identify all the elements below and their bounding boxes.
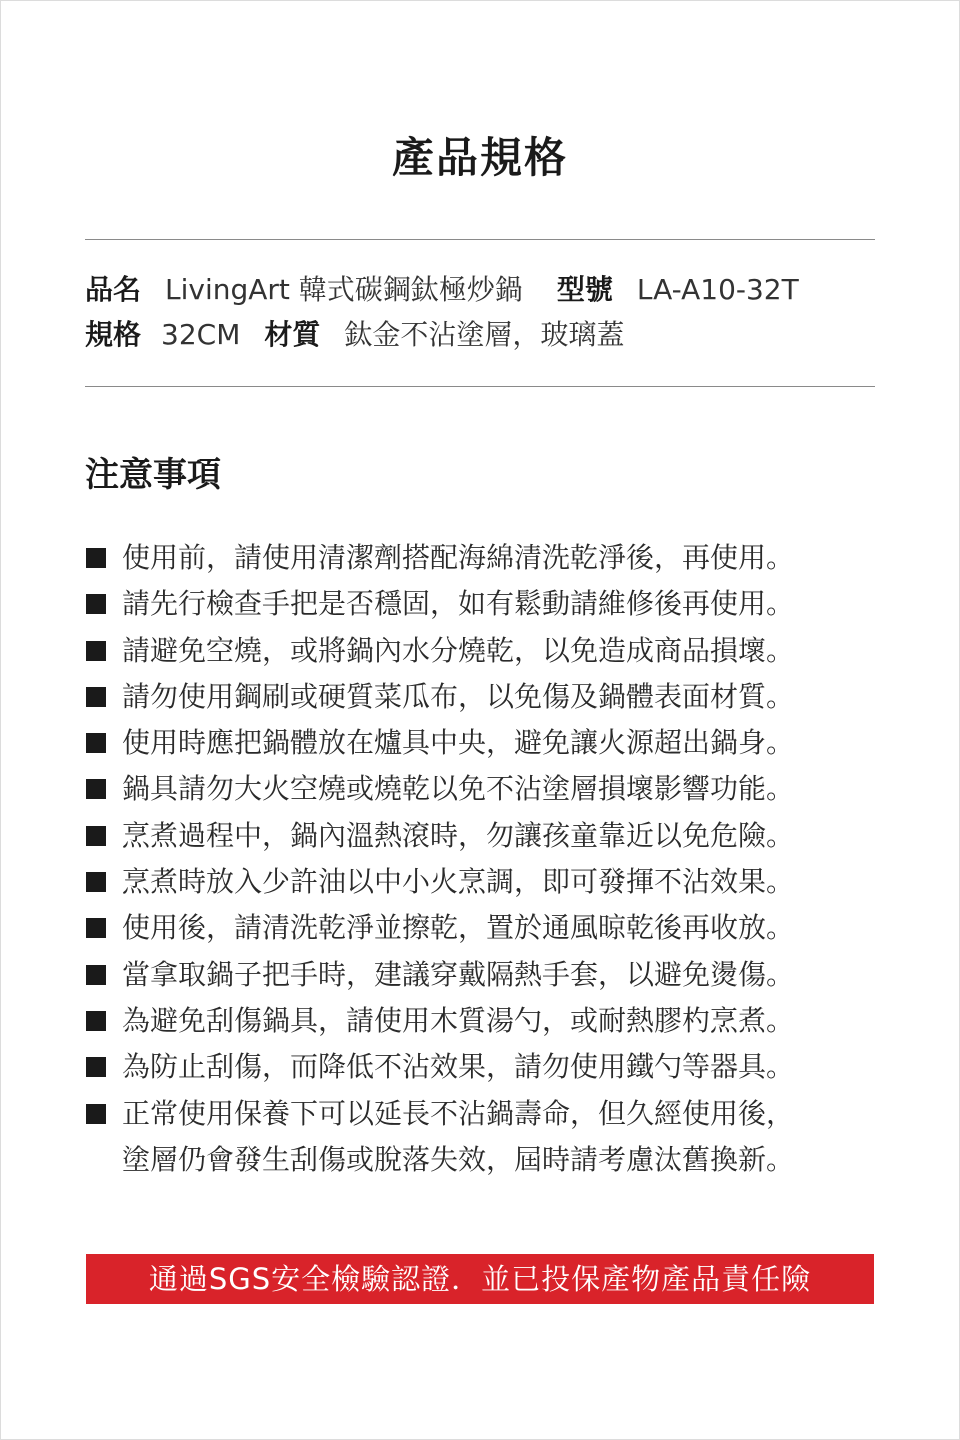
note-item <box>85 998 885 1044</box>
spec-row-size-material <box>85 313 624 357</box>
note-item <box>85 535 885 581</box>
note-text: 烹煮時放入少許油以中小火烹調，即可發揮不沾效果。 <box>122 865 795 899</box>
bullet-square-icon <box>86 1057 106 1077</box>
model-label: 型號 <box>556 273 613 306</box>
name-value: LivingArt 韓式碳鋼鈦極炒鍋 <box>165 273 523 306</box>
bullet-square-icon <box>86 548 106 568</box>
material-label: 材質 <box>264 318 321 351</box>
note-item <box>85 1091 885 1137</box>
note-text: 為避免刮傷鍋具，請使用木質湯勺，或耐熱膠杓烹煮。 <box>122 1003 795 1037</box>
bullet-square-icon <box>86 594 106 614</box>
spec-row-name-model <box>85 268 799 312</box>
note-item <box>85 766 885 812</box>
certification-banner: 通過SGS安全檢驗認證．並已投保產物產品責任險 <box>86 1254 874 1304</box>
note-item-continuation <box>85 1137 885 1183</box>
bullet-square-icon <box>86 641 106 661</box>
note-item <box>85 674 885 720</box>
note-text: 使用前，請使用清潔劑搭配海綿清洗乾淨後，再使用。 <box>122 541 795 574</box>
notes-list <box>85 535 885 1183</box>
size-value: 32CM <box>161 318 241 351</box>
note-text: 塗層仍會發生刮傷或脫落失效，屆時請考慮汰舊換新。 <box>122 1142 795 1176</box>
note-item <box>85 813 885 859</box>
bullet-square-icon <box>86 918 106 938</box>
top-divider <box>85 239 875 240</box>
bullet-square-icon <box>86 826 106 846</box>
bullet-square-icon <box>86 1104 106 1124</box>
bullet-square-icon <box>86 687 106 707</box>
note-text: 烹煮過程中，鍋內溫熱滾時，勿讓孩童靠近以免危險。 <box>122 818 795 852</box>
note-text: 鍋具請勿大火空燒或燒乾以免不沾塗層損壞影響功能。 <box>122 772 795 806</box>
model-value: LA-A10-32T <box>636 273 799 306</box>
note-text: 正常使用保養下可以延長不沾鍋壽命，但久經使用後， <box>122 1096 795 1130</box>
bottom-divider <box>85 386 875 387</box>
page-title: 產品規格 <box>391 133 568 182</box>
note-text: 使用時應把鍋體放在爐具中央，避免讓火源超出鍋身。 <box>122 726 795 760</box>
note-text: 請避免空燒，或將鍋內水分燒乾，以免造成商品損壞。 <box>122 633 795 667</box>
note-text: 當拿取鍋子把手時，建議穿戴隔熱手套，以避免燙傷。 <box>122 957 795 991</box>
note-item <box>85 1044 885 1090</box>
note-item <box>85 905 885 951</box>
note-item <box>85 720 885 766</box>
bullet-square-icon <box>86 872 106 892</box>
note-text: 請先行檢查手把是否穩固，如有鬆動請維修後再使用。 <box>122 587 795 621</box>
note-item <box>85 952 885 998</box>
material-value: 鈦金不沾塗層，玻璃蓋 <box>344 318 625 351</box>
bullet-square-icon <box>86 1011 106 1031</box>
bullet-square-icon <box>86 779 106 799</box>
note-item <box>85 628 885 674</box>
bullet-square-icon <box>86 733 106 753</box>
note-text: 為防止刮傷，而降低不沾效果，請勿使用鐵勺等器具。 <box>122 1050 795 1084</box>
note-text: 使用後，請清洗乾淨並擦乾，置於通風晾乾後再收放。 <box>122 911 795 945</box>
size-label: 規格 <box>85 318 142 351</box>
note-item <box>85 581 885 627</box>
bullet-square-icon <box>86 965 106 985</box>
notes-heading: 注意事項 <box>85 455 221 495</box>
name-label: 品名 <box>85 273 142 306</box>
note-item <box>85 859 885 905</box>
note-text: 請勿使用鋼刷或硬質菜瓜布，以免傷及鍋體表面材質。 <box>122 679 795 713</box>
